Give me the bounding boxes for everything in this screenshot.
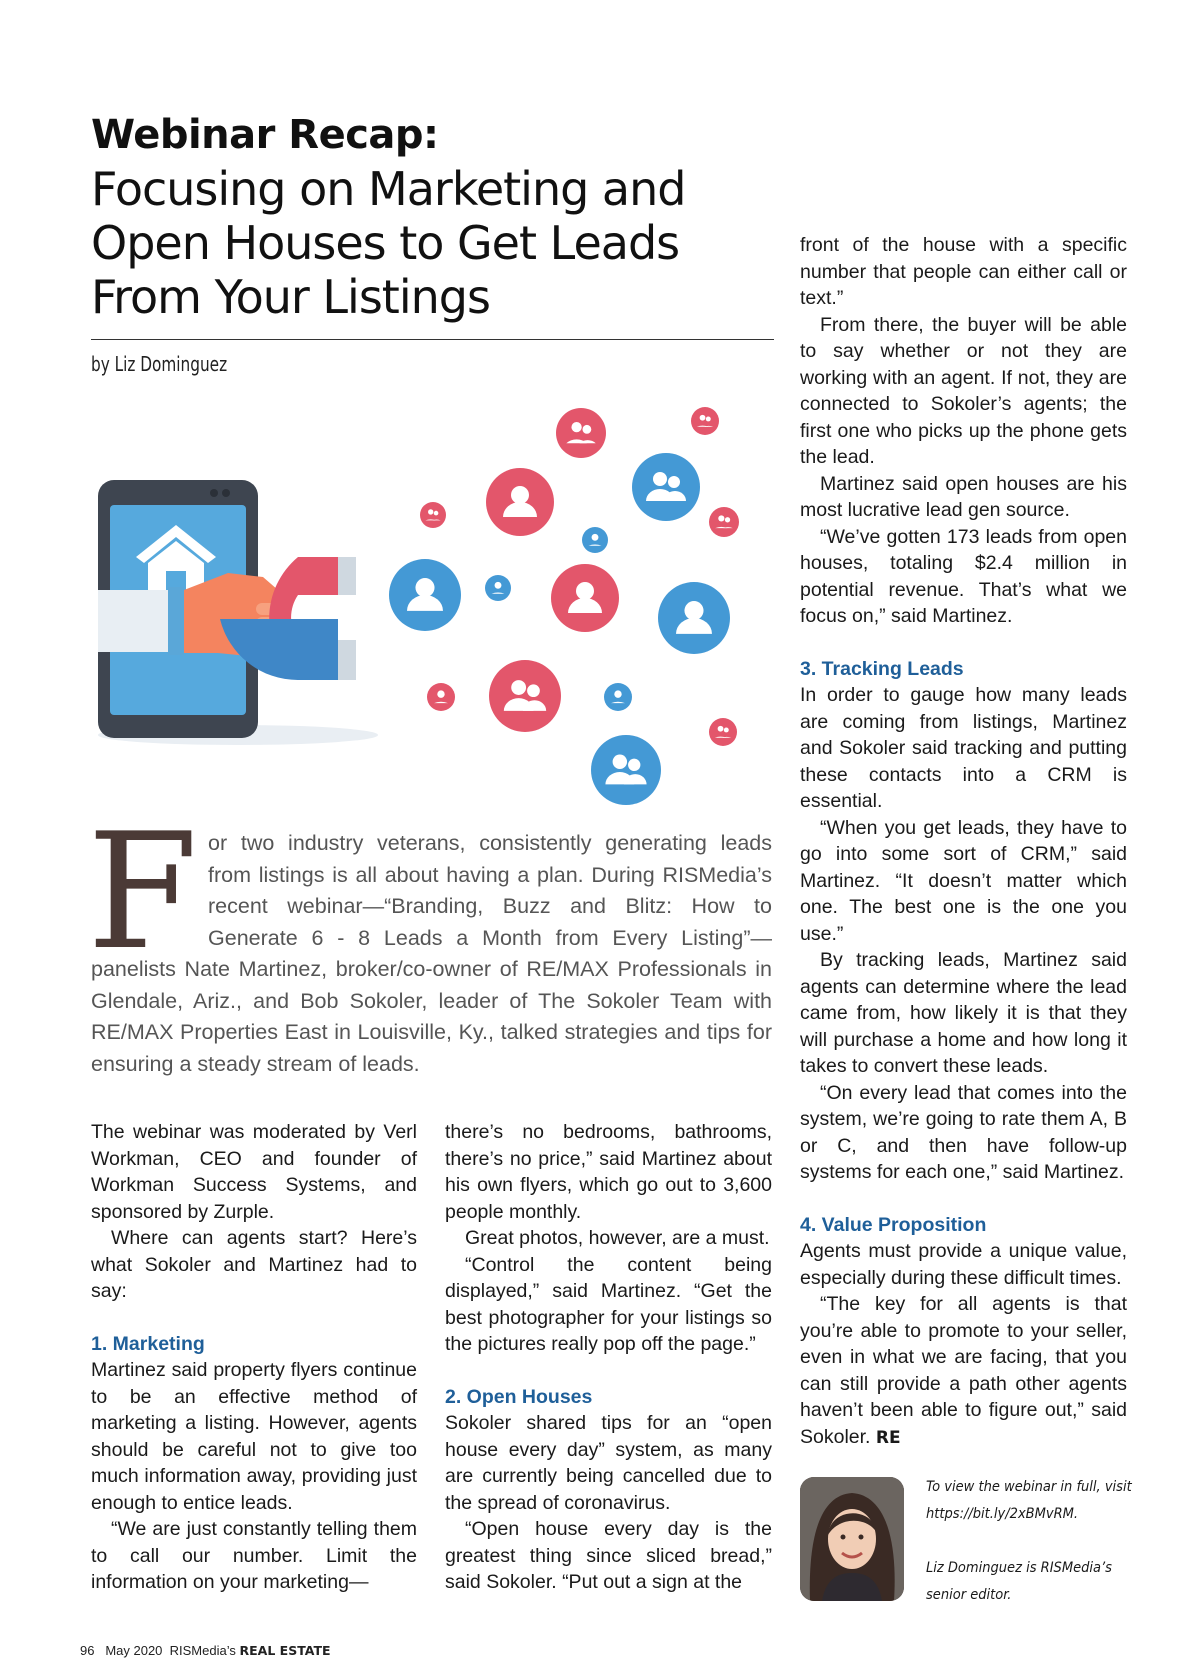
user-group-icon — [691, 407, 719, 435]
paragraph: Agents must provide a unique value, especially during these difficult times. — [800, 1240, 1127, 1289]
byline: by Liz Dominguez — [91, 352, 228, 376]
paragraph: From there, the buyer will be able to say whether or not they are working with an agent. If not, they are connected to Sokoler’s agents; the first one who picks up the phone gets the lead. — [800, 313, 1127, 468]
paragraph: “Open house every day is the greatest thing since sliced bread,” said Sokoler. “Put out a sign at the — [445, 1518, 772, 1593]
section-heading-value-proposition: 4. Value Proposition — [800, 1213, 987, 1236]
headline-line-2: Open Houses to Get Leads — [91, 216, 680, 270]
publication-name-bold: REAL ESTATE — [239, 1643, 331, 1658]
user-group-icon — [709, 718, 737, 746]
user-group-icon — [420, 502, 446, 528]
body-column-1 — [91, 1119, 417, 1596]
author-note — [926, 1474, 1136, 1609]
user-icon — [582, 527, 608, 553]
user-group-icon — [556, 408, 606, 458]
paragraph: In order to gauge how many leads are coming from listings, Martinez and Sokoler said tracking and putting these contacts into a CRM is essential. — [800, 684, 1127, 812]
user-icon — [604, 683, 632, 711]
paragraph: Great photos, however, are a must. — [465, 1227, 770, 1249]
user-group-icon — [591, 735, 661, 805]
user-icon — [389, 559, 461, 631]
section-heading-tracking-leads: 3. Tracking Leads — [800, 657, 964, 680]
user-icon — [658, 582, 730, 654]
user-group-icon — [489, 660, 561, 732]
issue-date: May 2020 — [105, 1643, 163, 1658]
publication-name: RISMedia’s — [169, 1643, 236, 1658]
paragraph: “When you get leads, they have to go into some sort of CRM,” said Martinez. “It doesn’t matter which one. The best one is the one you use.” — [800, 816, 1127, 945]
lead-magnet-illustration — [88, 395, 788, 815]
user-icon — [551, 564, 619, 632]
headline-prefix: Webinar Recap: — [91, 112, 439, 158]
note-line: senior editor. — [926, 1587, 1012, 1603]
paragraph: Where can agents start? Here’s what Sokoler and Martinez had to say: — [91, 1227, 417, 1302]
author-photo — [800, 1477, 904, 1601]
note-line: To view the webinar in full, visit — [926, 1479, 1132, 1495]
paragraph: “On every lead that comes into the system, we’re going to rate them A, B or C, and then have follow-up systems for each one,” said Martinez. — [800, 1081, 1127, 1183]
paragraph: Martinez said open houses are his most lucrative lead gen source. — [800, 472, 1127, 521]
paragraph: “We’ve gotten 173 leads from open houses, totaling $2.4 million in potential revenue. That’s what we focus on,” said Martinez. — [800, 525, 1127, 627]
paragraph: “Control the content being displayed,” said Martinez. “Get the best photographer for your listings so the pictures really pop off the page.” — [445, 1253, 772, 1355]
user-icon — [427, 683, 455, 711]
page-footer — [80, 1643, 331, 1658]
user-group-icon — [709, 507, 739, 537]
headline-divider — [91, 339, 774, 340]
paragraph-text: “The key for all agents is that you’re able to promote to your seller, even in what we are facing, that you can still provide a path other agents haven’t been able to figure out,” said Sokoler. — [800, 1293, 1127, 1448]
paragraph: Martinez said property flyers continue to be an effective method of marketing a listing. However, agents should be careful not to give too much information away, providing just enough to entice leads. — [91, 1359, 417, 1514]
section-heading-marketing: 1. Marketing — [91, 1332, 205, 1355]
end-mark: RE — [875, 1427, 901, 1448]
paragraph: The webinar was moderated by Verl Workman, CEO and founder of Workman Success Systems, and sponsored by Zurple. — [91, 1121, 417, 1223]
note-line: Liz Dominguez is RISMedia’s — [926, 1560, 1112, 1576]
paragraph: there’s no bedrooms, bathrooms, there’s no price,” said Martinez about his own flyers, which go out to 3,600 people monthly. — [445, 1121, 772, 1223]
author-portrait — [800, 1477, 904, 1601]
paragraph: “We are just constantly telling them to call our number. Limit the information on your marketing— — [91, 1518, 417, 1593]
webinar-link[interactable]: https://bit.ly/2xBMvRM. — [926, 1506, 1079, 1522]
intro-text: or two industry veterans, consistently generating leads from listings is all about having a plan. During RISMedia’s recent webinar—“Branding, Buzz and Blitz: How to Generate 6 - 8 Leads a Month from Every Listing”—panelists Nate Martinez, broker/co-owner of RE/MAX Professionals in Glendale, Ariz., and Bob Sokoler, leader of The Sokoler Team with RE/MAX Properties East in Louisville, Ky., talked strategies and tips for ensuring a steady stream of leads. — [91, 831, 772, 1076]
headline-line-3: From Your Listings — [91, 270, 490, 324]
paragraph: By tracking leads, Martinez said agents can determine where the lead came from, how likely it is that they will purchase a home and how long it takes to convert these leads. — [800, 949, 1127, 1077]
intro-paragraph — [87, 798, 772, 1080]
paragraph: Sokoler shared tips for an “open house every day” system, as many are currently being cancelled due to the spread of coronavirus. — [445, 1412, 772, 1514]
headline — [91, 162, 731, 324]
drop-cap: F — [87, 798, 199, 985]
user-icon — [485, 575, 511, 601]
user-bubble-icons — [389, 407, 739, 805]
user-group-icon — [632, 453, 700, 521]
user-icon — [486, 468, 554, 536]
headline-line-1: Focusing on Marketing and — [91, 162, 686, 216]
page-number: 96 — [80, 1643, 95, 1658]
body-column-3 — [800, 232, 1127, 1451]
paragraph — [800, 1291, 1127, 1451]
section-heading-open-houses: 2. Open Houses — [445, 1385, 593, 1408]
body-column-2 — [445, 1119, 772, 1596]
paragraph: front of the house with a specific number that people can either call or text.” — [800, 234, 1127, 309]
